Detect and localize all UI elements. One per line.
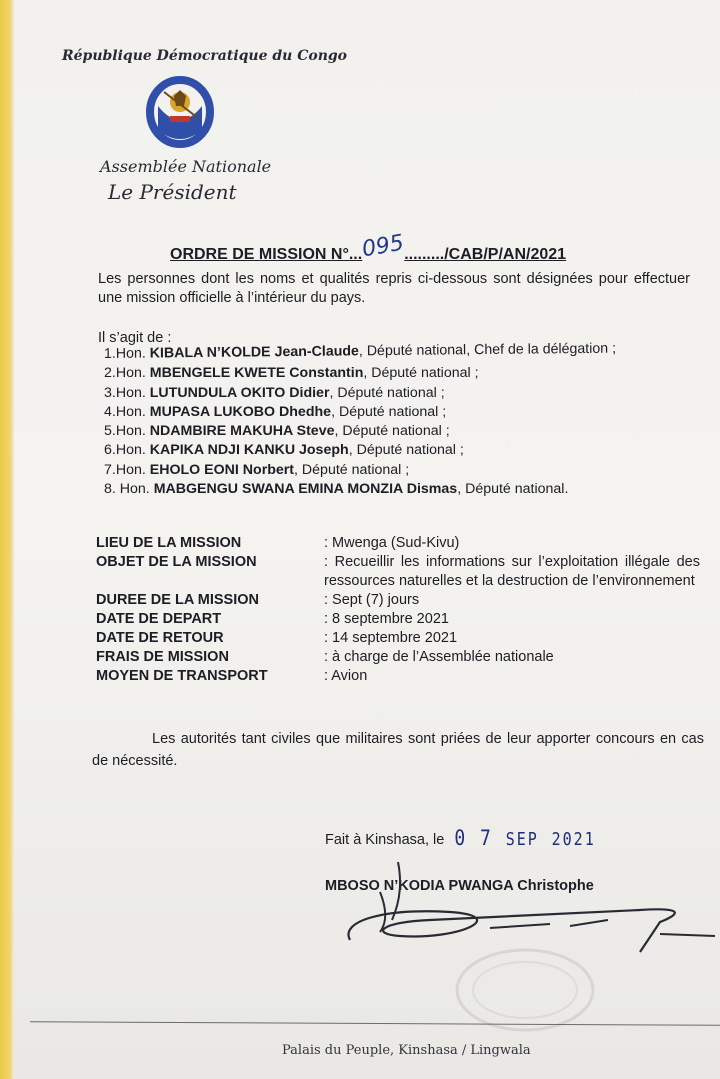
list-item: 8. Hon. MABGENGU SWANA EMINA MONZIA Dismas, Député national. [104, 481, 569, 498]
list-item: 6.Hon. KAPIKA NDJI KANKU Joseph, Député national ; [104, 442, 464, 459]
list-item: 3.Hon. LUTUNDULA OKITO Didier, Député national ; [104, 384, 445, 401]
title-dots-after: ......... [404, 246, 445, 263]
president-title: Le Président [108, 180, 237, 204]
detail-row-transport: MOYEN DE TRANSPORT : Avion [96, 668, 368, 684]
assembly-name: Assemblée Nationale [100, 157, 272, 176]
detail-row-objet: OBJET DE LA MISSION : Recueillir les informations sur l’exploitation illégale des ressources naturelles et la destruction de l’environnement [96, 554, 700, 589]
handwritten-order-number: 095 [360, 230, 407, 263]
footer-address: Palais du Peuple, Kinshasa / Lingwala [282, 1043, 531, 1058]
list-item: 1.Hon. KIBALA N’KOLDE Jean-Claude, Député national, Chef de la délégation ; [103, 340, 617, 362]
signer-name: MBOSO N’KODIA PWANGA Christophe [325, 878, 594, 894]
list-item: 7.Hon. EHOLO EONI Norbert, Député national ; [104, 461, 410, 478]
mission-order-title [170, 230, 567, 265]
detail-row-duree: DUREE DE LA MISSION : Sept (7) jours [96, 592, 420, 608]
coat-of-arms-emblem [140, 72, 220, 152]
place-and-date [325, 825, 596, 852]
detail-row-frais: FRAIS DE MISSION : à charge de l’Assemblée nationale [96, 649, 554, 665]
detail-row-lieu: LIEU DE LA MISSION : Mwenga (Sud-Kivu) [96, 535, 460, 551]
list-item: 5.Hon. NDAMBIRE MAKUHA Steve, Député national ; [104, 423, 450, 440]
title-prefix: ORDRE DE MISSION N° [170, 246, 349, 263]
closing-paragraph: Les autorités tant civiles que militaires sont priées de leur apporter concours en cas de nécessité. [92, 731, 704, 769]
date-stamp: 0 7 SEP 2021 [454, 825, 596, 852]
list-item: 4.Hon. MUPASA LUKOBO Dhedhe, Député national ; [104, 403, 447, 420]
list-intro: Il s’agit de : [98, 330, 172, 346]
handwritten-signature [340, 862, 720, 972]
intro-paragraph: Les personnes dont les noms et qualités repris ci-dessous sont désignées pour effectuer une mission officielle à l’intérieur du pays. [98, 271, 690, 306]
title-suffix: /CAB/P/AN/2021 [444, 246, 567, 263]
detail-row-retour: DATE DE RETOUR : 14 septembre 2021 [96, 630, 458, 646]
list-item: 2.Hon. MBENGELE KWETE Constantin, Député national ; [104, 365, 479, 382]
delegation-list [103, 340, 704, 500]
place-text: Fait à Kinshasa, le [325, 832, 445, 848]
mission-details [96, 534, 700, 686]
detail-row-depart: DATE DE DEPART : 8 septembre 2021 [96, 611, 449, 627]
title-dots-before: ... [348, 246, 363, 263]
republic-heading: République Démocratique du Congo [62, 48, 348, 64]
